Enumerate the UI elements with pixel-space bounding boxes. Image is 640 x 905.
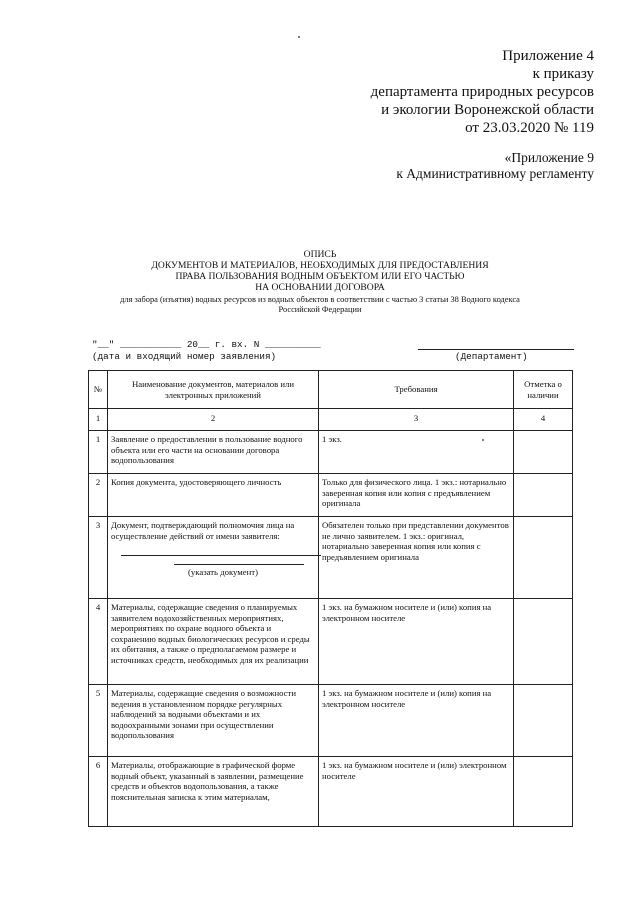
row-document-name: Документ, подтверждающий полномочия лица на осуществление действий от имени заявителя: — [111, 520, 295, 541]
row-number: 5 — [89, 685, 108, 757]
table-row — [89, 431, 573, 474]
row-requirements: 1 экз. на бумажном носителе и (или) копия на электронном носителе — [319, 685, 514, 757]
row-requirements — [319, 431, 514, 474]
document-title — [0, 249, 640, 315]
table-row — [89, 517, 573, 599]
document-hint: (указать документ) — [188, 567, 258, 578]
appendix-line: Приложение 4 — [502, 48, 594, 64]
row-number: 3 — [89, 517, 108, 599]
table-row — [89, 757, 573, 827]
appendix-line: и экологии Воронежской области — [381, 102, 594, 118]
title-subtitle: для забора (изъятия) водных ресурсов из водных объектов в соответствии с частью 3 статьи 38 Водного кодекса — [120, 295, 520, 304]
regulation-line: «Приложение 9 — [504, 150, 594, 165]
regulation-appendix — [396, 150, 594, 182]
header-document-name: Наименование документов, материалов или электронных приложений — [108, 371, 319, 409]
row-number: 2 — [89, 474, 108, 517]
appendix-line: департамента природных ресурсов — [370, 84, 594, 100]
table-row — [89, 599, 573, 685]
row-number: 1 — [89, 431, 108, 474]
header-availability: Отметка о наличии — [514, 371, 573, 409]
appendix-line: от 23.03.2020 № 119 — [465, 120, 594, 136]
date-number-label: (дата и входящий номер заявления) — [92, 351, 277, 362]
appendix-line: к приказу — [532, 66, 594, 82]
row-document-name-cell — [108, 517, 319, 599]
row-availability-mark — [514, 685, 573, 757]
document-blank-line — [174, 564, 304, 565]
row-document-name: Копия документа, удостоверяющего личность — [108, 474, 319, 517]
regulation-line: к Административному регламенту — [396, 166, 594, 181]
row-availability-mark — [514, 474, 573, 517]
column-number: 2 — [108, 409, 319, 431]
title-line: ОПИСЬ — [303, 249, 337, 260]
row-requirements-text: 1 экз. — [322, 434, 342, 444]
column-number: 4 — [514, 409, 573, 431]
row-requirements: 1 экз. на бумажном носителе и (или) копия на электронном носителе — [319, 599, 514, 685]
header-requirements: Требования — [319, 371, 514, 409]
row-requirements: Только для физического лица. 1 экз.: нотариально заверенная копия или копия с предъявлением оригинала — [319, 474, 514, 517]
row-requirements: Обязателен только при представлении документов не лично заявителем. 1 экз.: оригинал, нотариально заверенная копия или копия с предъявлением оригинала — [319, 517, 514, 599]
department-field — [418, 349, 574, 350]
row-number: 4 — [89, 599, 108, 685]
column-numbers-row — [89, 409, 573, 431]
title-line: ДОКУМЕНТОВ И МАТЕРИАЛОВ, НЕОБХОДИМЫХ ДЛЯ ПРЕДОСТАВЛЕНИЯ — [151, 260, 489, 271]
column-number: 1 — [89, 409, 108, 431]
row-document-name: Материалы, содержащие сведения о возможности ведения в установленном порядке регулярных наблюдений за водными объектами и их водоохранными зонами при осуществлении водопользования — [108, 685, 319, 757]
row-document-name: Заявление о предоставлении в пользование водного объекта или его части на основании договора водопользования — [108, 431, 319, 474]
documents-table — [88, 370, 573, 827]
title-line: НА ОСНОВАНИИ ДОГОВОРА — [255, 282, 385, 293]
department-label: (Департамент) — [455, 351, 528, 362]
row-number: 6 — [89, 757, 108, 827]
row-availability-mark — [514, 517, 573, 599]
row-availability-mark — [514, 599, 573, 685]
title-line: ПРАВА ПОЛЬЗОВАНИЯ ВОДНЫМ ОБЪЕКТОМ ИЛИ ЕГО ЧАСТЬЮ — [175, 271, 465, 282]
table-header-row — [89, 371, 573, 409]
row-availability-mark — [514, 757, 573, 827]
date-number-field: "__" ___________ 20__ г. вх. N __________ — [92, 339, 321, 350]
header-number: № — [89, 371, 108, 409]
column-number: 3 — [319, 409, 514, 431]
row-document-name: Материалы, содержащие сведения о планируемых заявителем водохозяйственных мероприятиях, мероприятиях по охране водного объекта и сохранению водных биологических ресурсов и среды их обитания, а также о предполагаемом размере и источниках средств, необходимых для их реализации — [108, 599, 319, 685]
table-row — [89, 685, 573, 757]
row-availability-mark — [514, 431, 573, 474]
row-requirements: 1 экз. на бумажном носителе и (или) электронном носителе — [319, 757, 514, 827]
scan-speck — [482, 439, 484, 441]
table-row — [89, 474, 573, 517]
appendix-header — [371, 47, 594, 137]
title-subtitle: Российской Федерации — [278, 305, 362, 314]
scan-speck — [298, 36, 300, 38]
document-blank-line — [121, 555, 321, 556]
row-document-name: Материалы, отображающие в графической форме водный объект, указанный в заявлении, размещение средств и объектов водопользования, а также пояснительная записка к этим материалам, — [108, 757, 319, 827]
